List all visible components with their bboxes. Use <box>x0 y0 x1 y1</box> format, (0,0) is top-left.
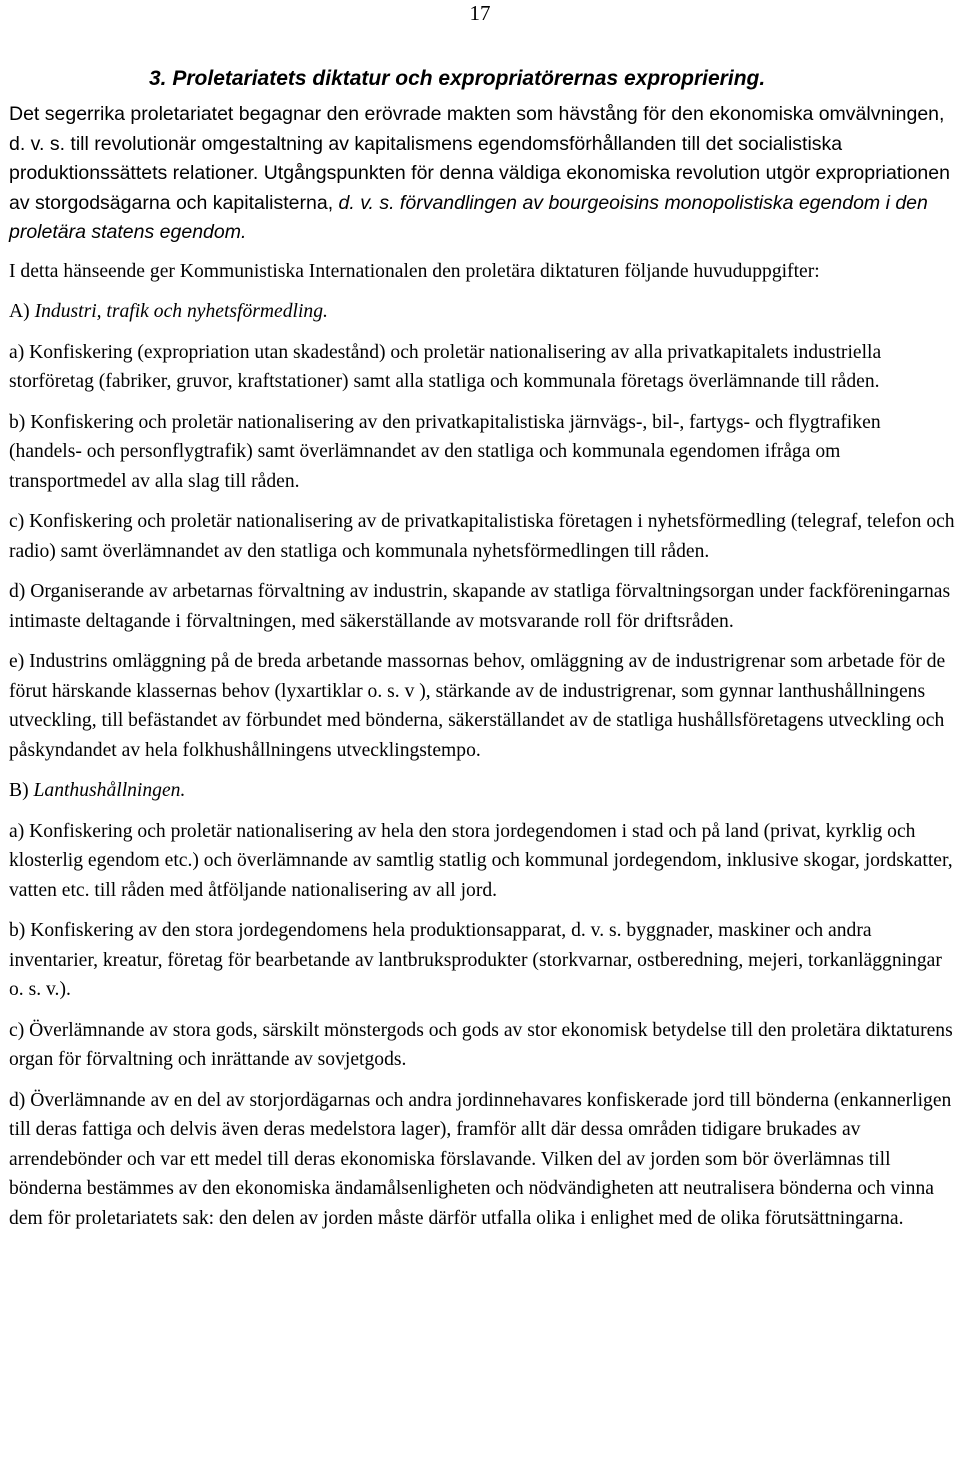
section-heading-a <box>9 297 957 327</box>
intro-tasks-paragraph: I detta hänseende ger Kommunistiska Internationalen den proletära diktaturen följande huvuduppgifter: <box>9 260 820 282</box>
paragraph-b-b: b) Konfiskering av den stora jordegendomens hela produktionsapparat, d. v. s. byggnader, maskiner och andra inventarier, kreatur, företag för bearbetande av lantbruksprodukter (storkvarnar, ostberedning, mejeri, torkanläggningar o. s. v.). <box>9 920 942 1000</box>
intro-italic-text: d. v. s. förvandlingen av bourgeoisins monopolistiska egendom i den proletära statens egendom. <box>9 191 928 243</box>
paragraph-b-a: a) Konfiskering och proletär nationalisering av hela den stora jordegendomen i stad och på land (privat, kyrklig och klosterlig egendom etc.) och överlämnande av samtlig statlig och kommunal jordegendom, inklusive skogar, jordskatter, vatten etc. till råden med åtföljande nationalisering av all jord. <box>9 820 953 901</box>
paragraph-a-b: b) Konfiskering och proletär nationalisering av den privatkapitalistiska järnvägs-, bil-, fartygs- och flygtrafiken (handels- och personflygtrafik) samt överlämnandet av den statliga och kommunala egendomen ifråga om transportmedel av alla slag till råden. <box>9 411 881 492</box>
page-number: 17 <box>469 1 491 25</box>
paragraph-b-d: d) Överlämnande av en del av storjordägarnas och andra jordinnehavares konfiskerade jord till bönderna (enkannerligen till deras fattiga och delvis även deras medelstora lager), framför allt där dessa områden tidigare brukades av arrendebönder och var ett medel till deras ekonomiska förslavande. Vilken del av jorden som bör överlämnas till bönderna bestämmes av den ekonomiska ändamålsenligheten och nödvändigheten att neutralisera bönderna och vinna dem för proletariatets sak: den delen av jorden måste därför utfalla olika i enlighet med de olika förutsättningarna. <box>9 1089 952 1229</box>
intro-paragraph <box>9 100 957 248</box>
document-body <box>9 64 957 1244</box>
section-heading-b <box>9 776 957 806</box>
section-letter: A) <box>9 301 35 322</box>
section-title: Lanthushållningen. <box>33 780 186 801</box>
paragraph-a-e: e) Industrins omläggning på de breda arbetande massornas behov, omläggning av de industrigrenar som arbetade för de förut härskande klassernas behov (lyxartiklar o. s. v ), stärkande av de industrigrenar, som gynnar lanthushållningens utveckling, till befästandet av förbundet med bönderna, säkerställandet av de statliga hushållsföretagens utveckling och påskyndandet av hela folkhushållningens utvecklingstempo. <box>9 651 946 761</box>
chapter-heading: 3. Proletariatets diktatur och expropriatörernas expropriering. <box>149 67 766 90</box>
section-title: Industri, trafik och nyhetsförmedling. <box>34 301 328 322</box>
paragraph-b-c: c) Överlämnande av stora gods, särskilt mönstergods och gods av stor ekonomisk betydelse till den proletära diktaturens organ för förvaltning och inrättande av sovjetgods. <box>9 1019 953 1070</box>
intro-text: Det segerrika proletariatet begagnar den erövrade makten som hävstång för den ekonomiska omvälvningen, d. v. s. till revolutionär omgestaltning av kapitalismens egendomsförhållanden till det socialistiska produktionssättets relationer. Utgångspunkten för denna väldiga ekonomiska revolution utgör expropriationen av storgodsägarna och kapitalisterna, <box>9 103 950 214</box>
paragraph-a-a: a) Konfiskering (expropriation utan skadestånd) och proletär nationalisering av alla privatkapitalets industriella storföretag (fabriker, gruvor, kraftstationer) samt alla statliga och kommunala företags överlämnande till råden. <box>9 341 882 392</box>
paragraph-a-d: d) Organiserande av arbetarnas förvaltning av industrin, skapande av statliga förvaltningsorgan under fackföreningarnas intimaste deltagande i förvaltningen, med säkerställande av motsvarande roll för driftsråden. <box>9 581 951 632</box>
paragraph-a-c: c) Konfiskering och proletär nationalisering av de privatkapitalistiska företagen i nyhetsförmedling (telegraf, telefon och radio) samt överlämnandet av den statliga och kommunala nyhetsförmedlingen till råden. <box>9 511 955 562</box>
section-letter: B) <box>9 780 34 801</box>
